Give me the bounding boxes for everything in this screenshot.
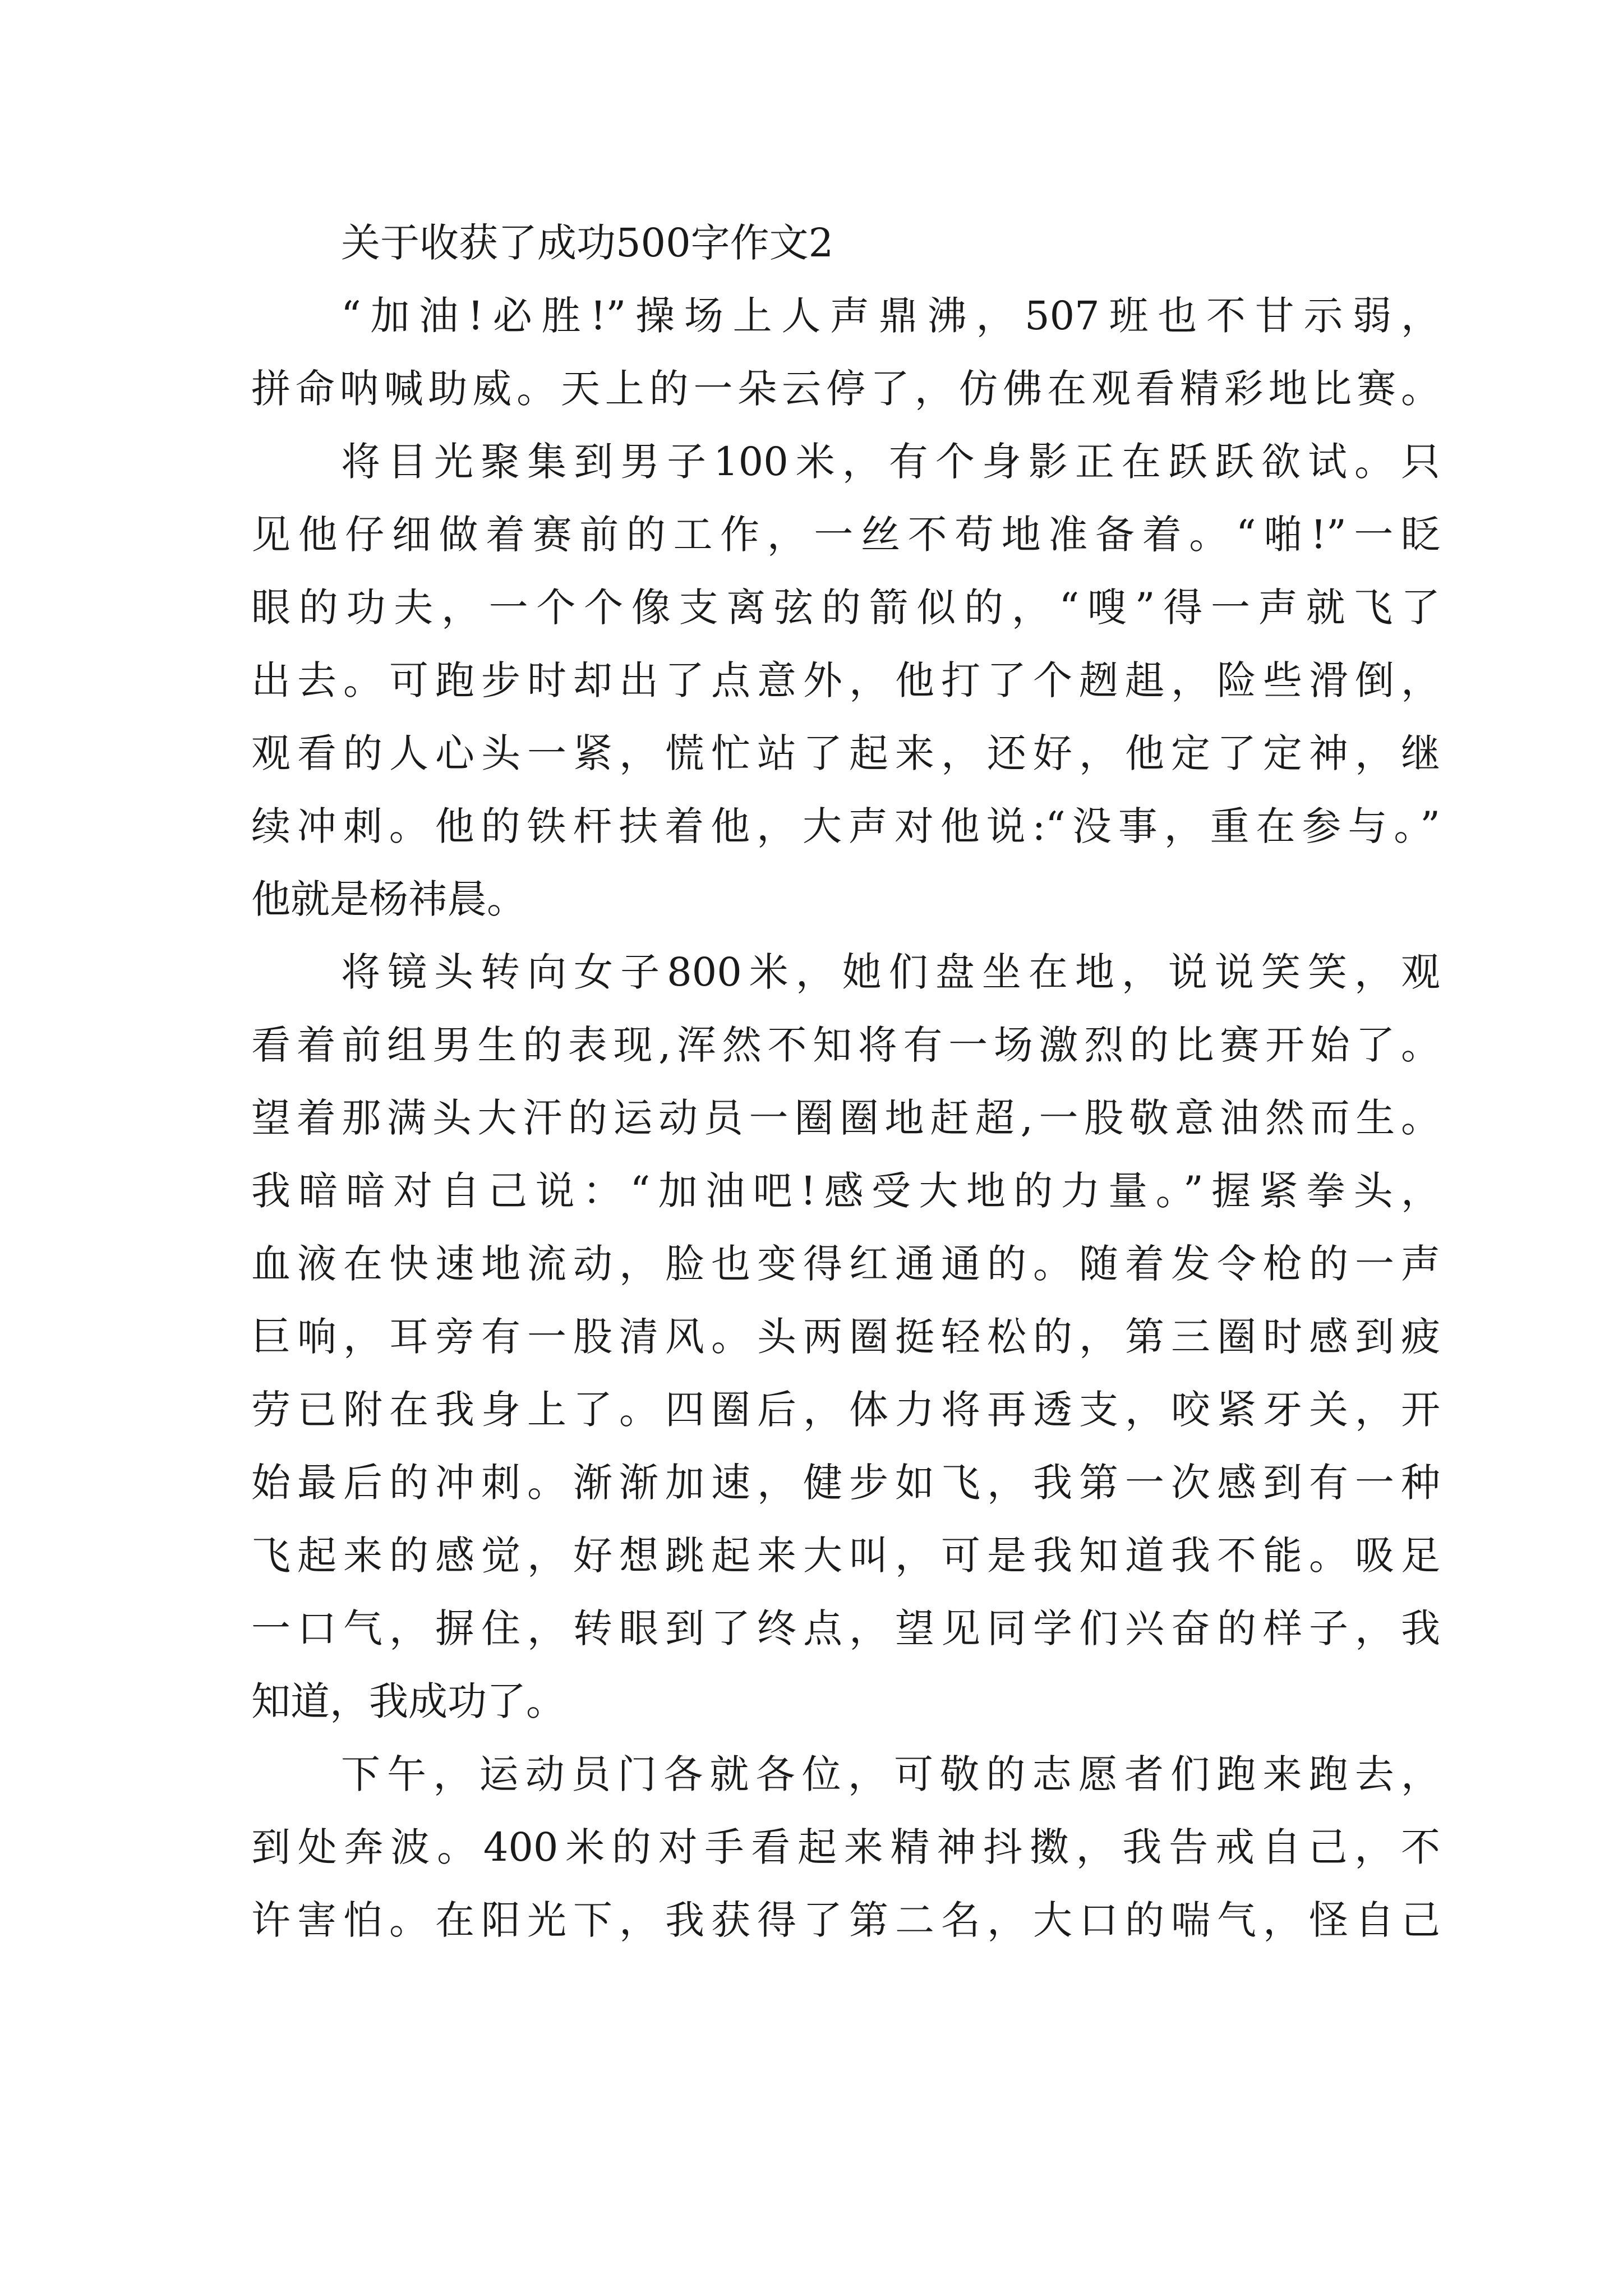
- paragraph-1-line-1: “加油!必胜!”操场上人声鼎沸，507班也不甘示弱，: [341, 293, 1440, 339]
- paragraph-4-line-3: 许害怕。在阳光下，我获得了第二名，大口的喘气，怪自己: [251, 1897, 1440, 1943]
- paragraph-3-line-1: 将镜头转向女子800米，她们盘坐在地，说说笑笑，观: [341, 949, 1440, 995]
- paragraph-3-line-3: 望着那满头大汗的运动员一圈圈地赶超,一股敬意油然而生。: [251, 1095, 1440, 1141]
- paragraph-3-line-8: 始最后的冲刺。渐渐加速，健步如飞，我第一次感到有一种: [251, 1460, 1440, 1506]
- paragraph-2-line-1: 将目光聚集到男子100米，有个身影正在跃跃欲试。只: [341, 439, 1440, 485]
- paragraph-2-line-3: 眼的功夫，一个个像支离弦的箭似的，“嗖”得一声就飞了: [251, 585, 1440, 631]
- paragraph-3-line-6: 巨响，耳旁有一股清风。头两圈挺轻松的，第三圈时感到疲: [251, 1314, 1440, 1360]
- paragraph-3-line-5: 血液在快速地流动，脸也变得红通通的。随着发令枪的一声: [251, 1241, 1440, 1287]
- paragraph-2-line-5: 观看的人心头一紧，慌忙站了起来，还好，他定了定神，继: [251, 730, 1440, 776]
- document-body: [251, 206, 1440, 1957]
- paragraph-3-line-11: 知道，我成功了。: [251, 1678, 565, 1724]
- paragraph-2-line-6: 续冲刺。他的铁杆扶着他，大声对他说:“没事，重在参与。”: [251, 803, 1440, 849]
- paragraph-4-line-1: 下午，运动员门各就各位，可敬的志愿者们跑来跑去，: [341, 1751, 1440, 1797]
- paragraph-1-line-2: 拼命呐喊助威。天上的一朵云停了，仿佛在观看精彩地比赛。: [251, 366, 1440, 412]
- paragraph-2-line-2: 见他仔细做着赛前的工作，一丝不苟地准备着。“啪!”一眨: [251, 512, 1440, 558]
- paragraph-3-line-4: 我暗暗对自己说：“加油吧!感受大地的力量。”握紧拳头，: [251, 1168, 1440, 1214]
- document-title: 关于收获了成功500字作文2: [341, 220, 834, 266]
- paragraph-3-line-10: 一口气，摒住，转眼到了终点，望见同学们兴奋的样子，我: [251, 1605, 1440, 1651]
- paragraph-2-line-7: 他就是杨祎晨。: [251, 876, 526, 922]
- paragraph-2-line-4: 出去。可跑步时却出了点意外，他打了个趔趄，险些滑倒，: [251, 657, 1440, 703]
- paragraph-4-line-2: 到处奔波。400米的对手看起来精神抖擞，我告戒自己，不: [251, 1824, 1440, 1870]
- paragraph-3-line-2: 看着前组男生的表现,浑然不知将有一场激烈的比赛开始了。: [251, 1022, 1440, 1068]
- paragraph-3-line-9: 飞起来的感觉，好想跳起来大叫，可是我知道我不能。吸足: [251, 1533, 1440, 1579]
- paragraph-3-line-7: 劳已附在我身上了。四圈后，体力将再透支，咬紧牙关，开: [251, 1387, 1440, 1433]
